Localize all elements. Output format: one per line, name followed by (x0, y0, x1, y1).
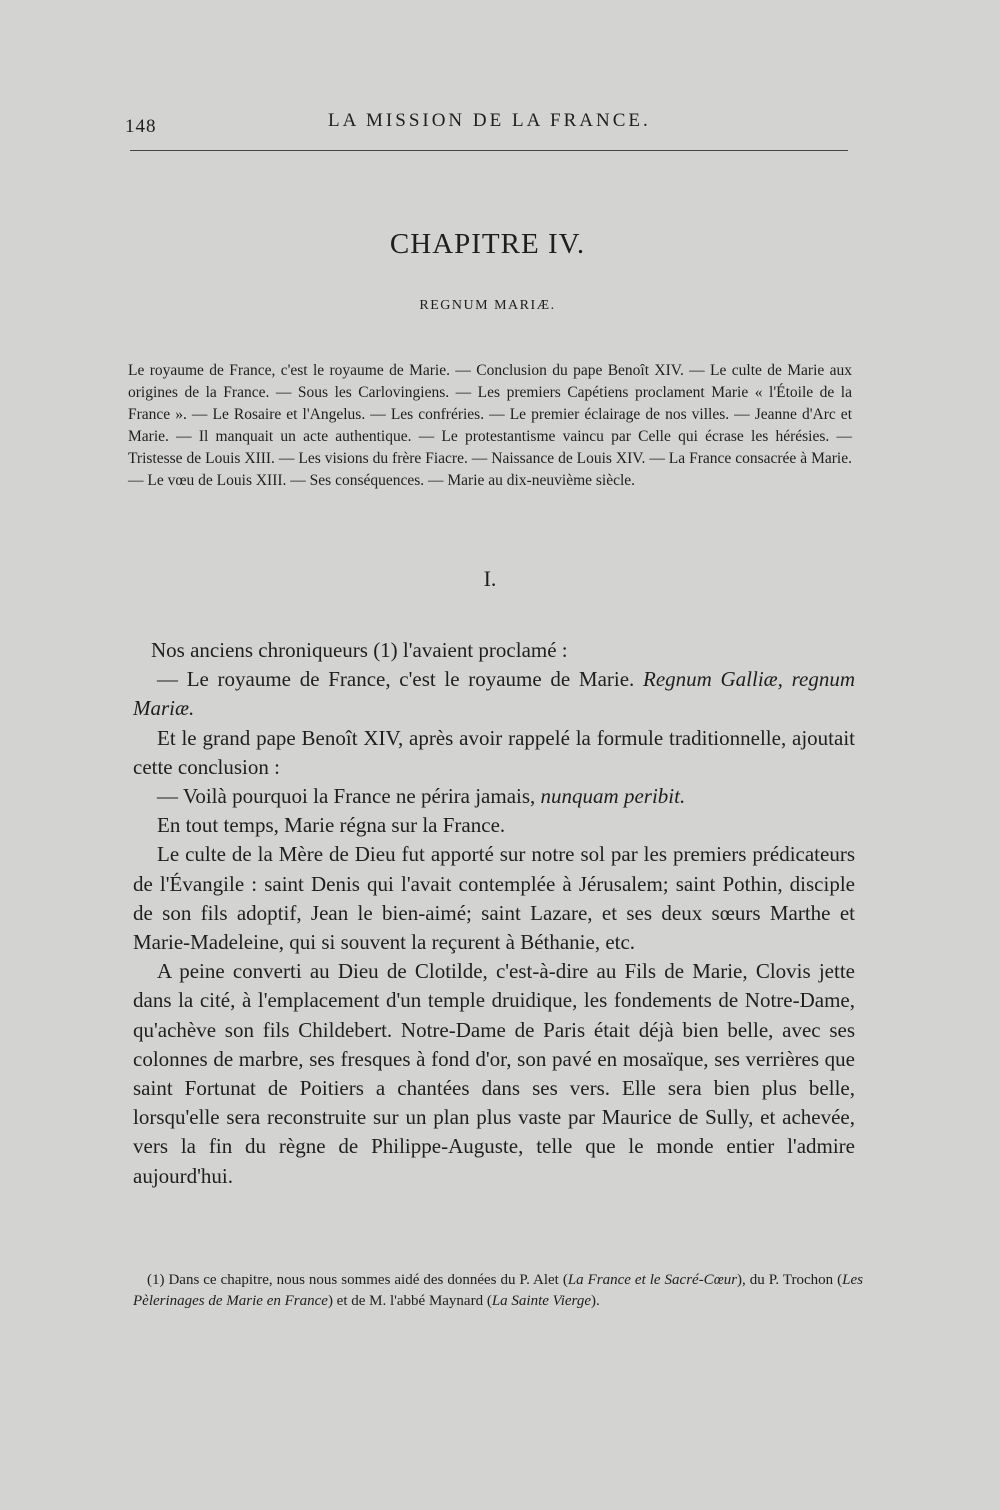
body-text (133, 636, 855, 1191)
footnote-text: ), du P. Trochon ( (737, 1272, 843, 1288)
paragraph: En tout temps, Marie régna sur la France. (157, 813, 506, 838)
latin-phrase: Regnum Galliæ, regnum Mariæ. (133, 667, 855, 721)
footnote-title: Les Pèlerinages de Marie en France (133, 1272, 863, 1309)
quote-text: — Voilà pourquoi la France ne périra jamais, (157, 784, 541, 809)
paragraph: A peine converti au Dieu de Clotilde, c'est-à-dire au Fils de Marie, Clovis jette dans la cité, à l'emplacement d'un temple druidique, les fondements de Notre-Dame, qu'achève son fils Childebert. Notre-Dame de Paris était déjà bien belle, avec ses colonnes de marbre, ses fresques à fond d'or, son pavé en mosaïque, ses verrières que saint Fortunat de Poitiers a chantées dans ses vers. Elle sera bien plus belle, lorsqu'elle sera reconstruite sur un plan plus vaste par Maurice de Sully, et achevée, vers la fin du règne de Philippe-Auguste, telle que le monde entier l'admire aujourd'hui. (133, 959, 855, 1188)
paragraph (133, 782, 855, 811)
footnote-text: ) et de M. l'abbé Maynard ( (327, 1293, 492, 1309)
running-title: LA MISSION DE LA FRANCE. (328, 110, 651, 131)
footnote-title: La France et le Sacré-Cœur (567, 1272, 738, 1288)
chapter-summary: Le royaume de France, c'est le royaume de Marie. — Conclusion du pape Benoît XIV. — Le culte de Marie aux origines de la France. — Sous les Carlovingiens. — Les premiers Capétiens proclament Marie « l'Étoile de la France ». — Le Rosaire et l'Angelus. — Les confréries. — Le premier éclairage de nos villes. — Jeanne d'Arc et Marie. — Il manquait un acte authentique. — Le protestantisme vaincu par Celle qui écrase les hérésies. — Tristesse de Louis XIII. — Les visions du frère Fiacre. — Naissance de Louis XIV. — La France consacrée à Marie. — Le vœu de Louis XIII. — Ses conséquences. — Marie au dix-neuvième siècle. (128, 362, 852, 489)
paragraph: Et le grand pape Benoît XIV, après avoir rappelé la formule traditionnelle, ajoutait cette conclusion : (133, 725, 855, 779)
chapter-subtitle: REGNUM MARIÆ. (419, 298, 556, 313)
paragraph: Nos anciens chroniqueurs (1) l'avaient proclamé : (151, 638, 568, 662)
section-number: I. (483, 566, 497, 591)
quote-text: — Le royaume de France, c'est le royaume de Marie. (157, 667, 643, 692)
page-number: 148 (125, 116, 157, 137)
footnote-text: ). (591, 1293, 600, 1309)
running-head (125, 108, 845, 148)
latin-phrase: nunquam peribit. (540, 784, 686, 809)
footnote-text: (1) Dans ce chapitre, nous nous sommes aidé des données du P. Alet ( (147, 1272, 568, 1288)
footnote-title: La Sainte Vierge (491, 1293, 591, 1309)
paragraph (133, 665, 855, 723)
chapter-title: CHAPITRE IV. (389, 228, 586, 260)
footnote (133, 1270, 863, 1312)
paragraph: Le culte de la Mère de Dieu fut apporté sur notre sol par les premiers prédicateurs de l'Évangile : saint Denis qui l'avait contemplée à Jérusalem; saint Pothin, disciple de son fils adoptif, Jean le bien-aimé; saint Lazare, et ses deux sœurs Marthe et Marie-Madeleine, qui si souvent la reçurent à Béthanie, etc. (133, 842, 855, 955)
header-rule (130, 150, 848, 151)
